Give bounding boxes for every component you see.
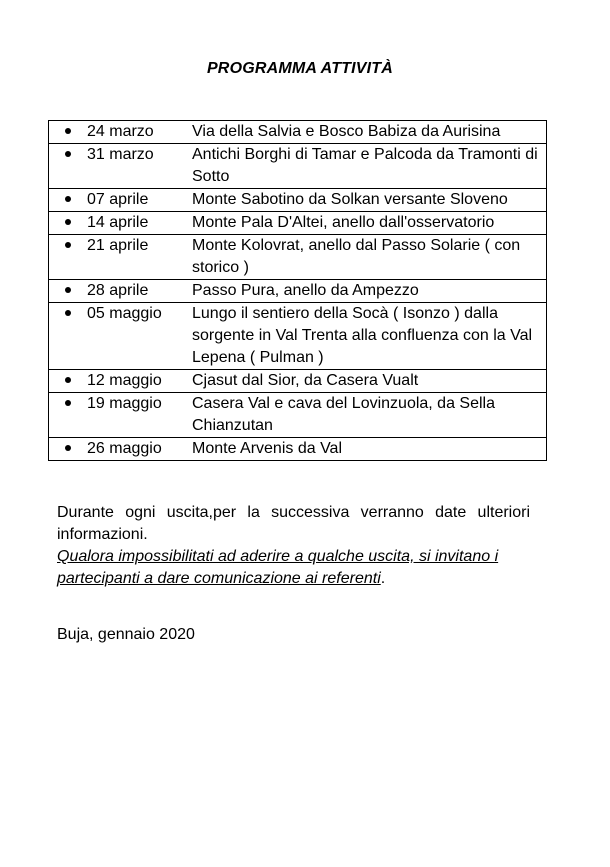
activity-date: 24 marzo xyxy=(87,121,189,144)
activity-description: Monte Pala D'Altei, anello dall'osservatorio xyxy=(189,212,547,235)
table-row xyxy=(49,303,547,370)
bullet-icon xyxy=(65,310,71,316)
activity-description: Via della Salvia e Bosco Babiza da Aurisina xyxy=(189,121,547,144)
bullet-icon xyxy=(65,219,71,225)
table-row xyxy=(49,235,547,280)
table-row xyxy=(49,144,547,189)
activity-date: 31 marzo xyxy=(87,144,189,189)
table-row xyxy=(49,393,547,438)
activity-description: Monte Sabotino da Solkan versante Sloveno xyxy=(189,189,547,212)
activity-date: 14 aprile xyxy=(87,212,189,235)
activity-date: 19 maggio xyxy=(87,393,189,438)
activity-description: Monte Arvenis da Val xyxy=(189,438,547,461)
activity-description: Monte Kolovrat, anello dal Passo Solarie ( con storico ) xyxy=(189,235,547,280)
activity-date: 26 maggio xyxy=(87,438,189,461)
bullet-icon xyxy=(65,287,71,293)
activity-date: 21 aprile xyxy=(87,235,189,280)
bullet-icon xyxy=(65,128,71,134)
activity-table xyxy=(48,120,547,461)
bullet-icon xyxy=(65,151,71,157)
activity-description: Passo Pura, anello da Ampezzo xyxy=(189,280,547,303)
table-row xyxy=(49,121,547,144)
bullet-icon xyxy=(65,377,71,383)
info-note: Durante ogni uscita,per la successiva verranno date ulteriori informazioni. xyxy=(57,504,530,543)
bullet-icon xyxy=(65,445,71,451)
activity-date: 05 maggio xyxy=(87,303,189,370)
activity-date: 28 aprile xyxy=(87,280,189,303)
table-row xyxy=(49,280,547,303)
table-row xyxy=(49,189,547,212)
table-row xyxy=(49,438,547,461)
table-row xyxy=(49,370,547,393)
activity-date: 07 aprile xyxy=(87,189,189,212)
activity-description: Casera Val e cava del Lovinzuola, da Sella Chianzutan xyxy=(189,393,547,438)
activity-description: Cjasut dal Sior, da Casera Vualt xyxy=(189,370,547,393)
activity-description: Antichi Borghi di Tamar e Palcoda da Tramonti di Sotto xyxy=(189,144,547,189)
place-date: Buja, gennaio 2020 xyxy=(57,626,195,643)
activity-date: 12 maggio xyxy=(87,370,189,393)
bullet-icon xyxy=(65,242,71,248)
activity-description: Lungo il sentiero della Socà ( Isonzo ) dalla sorgente in Val Trenta alla confluenza con la Val Lepena ( Pulman ) xyxy=(189,303,547,370)
bullet-icon xyxy=(65,196,71,202)
notes-section xyxy=(57,502,530,590)
warning-note-line: Qualora impossibilitati ad aderire a qualche uscita, si invitano i partecipanti a dare comunicazione ai referenti. xyxy=(57,548,499,587)
bullet-icon xyxy=(65,400,71,406)
table-row xyxy=(49,212,547,235)
page-title: PROGRAMMA ATTIVITÀ xyxy=(206,60,394,77)
warning-note: Qualora impossibilitati ad aderire a qualche uscita, si invitano i partecipanti a dare comunicazione ai referenti xyxy=(57,548,499,587)
